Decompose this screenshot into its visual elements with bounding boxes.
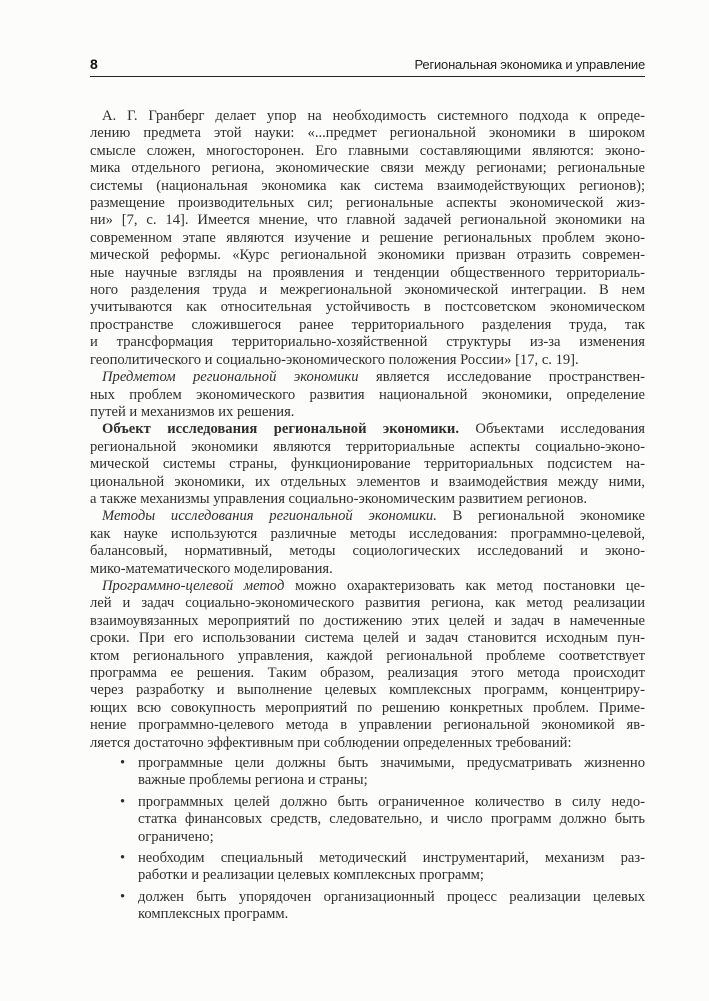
text-line: современном этапе являются изучение и решение региональных проблем эконо- bbox=[90, 229, 645, 246]
list-item bbox=[90, 850, 645, 885]
text-run: Объектами исследования bbox=[458, 421, 645, 438]
list-item bbox=[90, 794, 645, 846]
text-line: работки и реализации целевых комплексных программ; bbox=[138, 867, 484, 884]
text-line: важные проблемы региона и страны; bbox=[138, 772, 368, 789]
bullet-icon: • bbox=[120, 850, 126, 867]
running-header bbox=[90, 56, 645, 77]
text-line: необходим специальный методический инструментарий, механизм раз- bbox=[138, 850, 645, 867]
text-line bbox=[90, 421, 645, 438]
text-line: А. Г. Гранберг делает упор на необходимость системного подхода к опреде- bbox=[102, 108, 645, 124]
text-line: мической системы страны, функционирование территориальных подсистем на- bbox=[90, 456, 645, 473]
text-line: учитываются как относительная устойчивость в постсоветском экономическом bbox=[90, 299, 645, 316]
paragraph bbox=[90, 508, 645, 578]
text-line: должен быть упорядочен организационный процесс реализации целевых bbox=[138, 888, 645, 905]
text-line: системы (национальная экономика как система взаимодействующих регионов); bbox=[90, 177, 645, 194]
page-body bbox=[90, 108, 645, 928]
text-line: как науке используются различные методы исследования: программно-целевой, bbox=[90, 525, 645, 542]
text-line: ные научные взгляды на проявления и тенденции общественного территориаль- bbox=[90, 264, 645, 281]
text-line: ни» [7, с. 14]. Имеется мнение, что главной задачей региональной экономики на bbox=[90, 212, 645, 229]
list-item bbox=[90, 755, 645, 790]
text-line: циональной экономики, их отдельных элементов и взаимодействия между ними, bbox=[90, 473, 645, 490]
text-line: мической реформы. «Курс региональной экономики призван отразить современ- bbox=[90, 247, 645, 264]
text-line: а также механизмы управления социально-экономическим развитием регионов. bbox=[90, 490, 587, 507]
text-line bbox=[90, 578, 645, 595]
text-line: размещение производительных сил; региональные аспекты экономической жиз- bbox=[90, 195, 645, 212]
text-line: комплексных программ. bbox=[138, 906, 289, 923]
bold-term: Объект исследования региональной экономики. bbox=[102, 421, 459, 438]
text-run: является исследование пространствен- bbox=[358, 369, 645, 386]
text-line: программные цели должны быть значимыми, предусматривать жизненно bbox=[138, 755, 645, 772]
text-line: лению предмета этой науки: «...предмет региональной экономики в широком bbox=[90, 125, 645, 142]
page-number: 8 bbox=[90, 56, 98, 72]
text-line: мика отдельного региона, экономические связи между регионами; региональные bbox=[90, 160, 645, 177]
paragraph bbox=[90, 421, 645, 508]
text-line: ного разделения труда и межрегиональной экономической интеграции. В нем bbox=[90, 282, 645, 299]
text-line: ных проблем экономического развития национальной экономики, определение bbox=[90, 386, 645, 403]
text-line: программа ее решения. Таким образом, реализация этого метода происходит bbox=[90, 665, 645, 681]
text-line: геополитического и социально-экономического положения России» [17, с. 19]. bbox=[90, 351, 579, 368]
paragraph bbox=[90, 369, 645, 421]
text-line: ющих всю совокупность мероприятий по решению конкретных проблем. Приме- bbox=[90, 699, 645, 716]
paragraph bbox=[90, 108, 645, 369]
paragraph bbox=[90, 578, 645, 752]
text-line: через разработку и выполнение целевых комплексных программ, концентриру- bbox=[90, 682, 645, 699]
text-run: В региональной экономике bbox=[436, 508, 645, 525]
text-line: нение программно-целевого метода в управлении региональной экономикой яв- bbox=[90, 717, 645, 734]
text-line: мико-математического моделирования. bbox=[90, 560, 333, 577]
text-run: можно охарактеризовать как метод постановки це- bbox=[284, 577, 645, 594]
bullet-icon: • bbox=[120, 755, 126, 772]
text-line: балансовый, нормативный, методы социологических исследований и эконо- bbox=[90, 543, 645, 560]
text-line: сроки. При его использовании система целей и задач становится исходным пун- bbox=[90, 630, 645, 647]
text-line: пространстве сложившегося ранее территориального разделения труда, так bbox=[90, 316, 645, 333]
italic-term: Программно-целевой метод bbox=[102, 577, 285, 594]
text-line: программных целей должно быть ограниченное количество в силу недо- bbox=[138, 793, 645, 810]
text-line: ограничено; bbox=[138, 828, 214, 845]
text-line: статка финансовых средств, следовательно, и число программ должно быть bbox=[138, 811, 645, 828]
text-line: смысле сложен, многосторонен. Его главными составляющими являются: эконо- bbox=[90, 142, 645, 159]
text-line bbox=[90, 508, 645, 525]
text-line: региональной экономики являются территориальные аспекты социально-эконо- bbox=[90, 438, 645, 455]
text-line: и трансформация территориально-хозяйственной структуры из-за изменения bbox=[90, 334, 645, 351]
bullet-list bbox=[90, 755, 645, 924]
text-line: взаимоувязанных мероприятий по достижению этих целей и задач в намеченные bbox=[90, 612, 645, 629]
text-line: лей и задач социально-экономического развития региона, как метод реализации bbox=[90, 595, 645, 612]
text-line: ляется достаточно эффективным при соблюдении определенных требований: bbox=[90, 734, 572, 751]
bullet-icon: • bbox=[120, 793, 126, 810]
text-line: путей и механизмов их решения. bbox=[90, 403, 295, 420]
running-title: Региональная экономика и управление bbox=[414, 57, 645, 72]
bullet-icon: • bbox=[120, 888, 126, 905]
text-line bbox=[90, 369, 645, 386]
italic-term: Методы исследования региональной экономики. bbox=[102, 508, 437, 525]
italic-term: Предметом региональной экономики bbox=[102, 369, 359, 386]
text-line: ктом регионального управления, каждой региональной проблеме соответствует bbox=[90, 647, 645, 664]
list-item bbox=[90, 889, 645, 924]
